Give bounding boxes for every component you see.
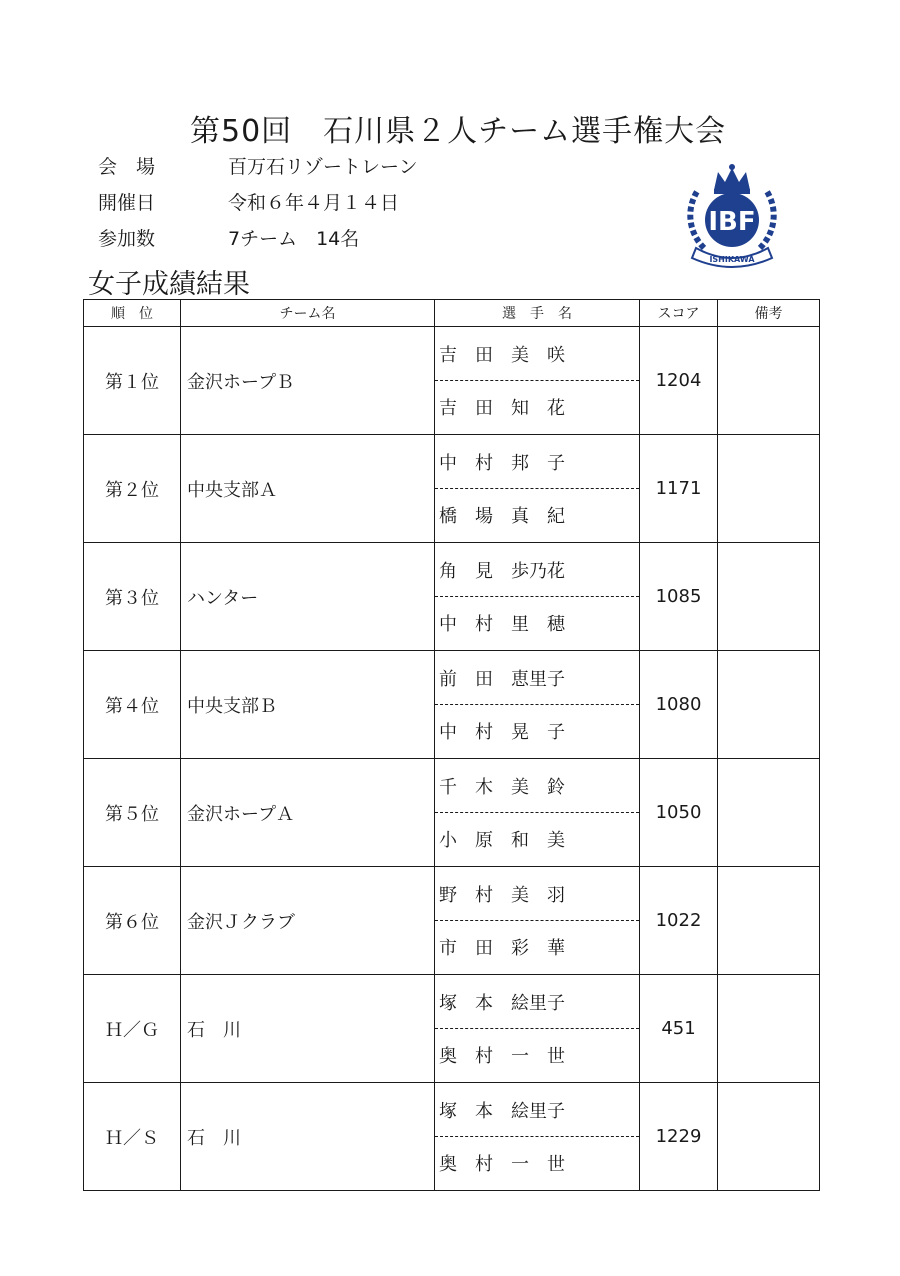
player-2: 中 村 晃 子 (439, 722, 565, 743)
table-row (84, 975, 820, 1083)
team-cell: ハンター (181, 543, 435, 651)
logo-ribbon-text: ISHIKAWA (709, 255, 755, 264)
rank-cell: 第４位 (84, 651, 181, 759)
entries-value: 7チーム 14名 (228, 228, 360, 250)
players-cell (435, 759, 640, 867)
player-2: 奥 村 一 世 (439, 1046, 565, 1067)
rank-cell: Ｈ／Ｇ (84, 975, 181, 1083)
player-2: 小 原 和 美 (439, 830, 565, 851)
rank-cell: Ｈ／Ｓ (84, 1083, 181, 1191)
ibf-logo-icon (682, 160, 782, 270)
header-players: 選 手 名 (435, 300, 640, 327)
team-cell: 石 川 (181, 1083, 435, 1191)
entries-line (98, 224, 359, 251)
team-cell: 金沢ホープＡ (181, 759, 435, 867)
team-cell: 金沢ホープＢ (181, 327, 435, 435)
note-cell (718, 759, 820, 867)
section-title: 女子成績結果 (88, 269, 250, 300)
player-2: 中 村 里 穂 (439, 614, 565, 635)
players-cell (435, 975, 640, 1083)
date-value: 令和６年４月１４日 (228, 192, 400, 214)
table-row (84, 327, 820, 435)
rank-cell: 第２位 (84, 435, 181, 543)
header-rank: 順 位 (84, 300, 181, 327)
results-table (83, 299, 820, 1191)
venue-label: 会 場 (98, 156, 156, 178)
players-cell (435, 543, 640, 651)
note-cell (718, 543, 820, 651)
players-cell (435, 327, 640, 435)
score-cell: 1204 (640, 327, 718, 435)
table-row (84, 651, 820, 759)
note-cell (718, 435, 820, 543)
note-cell (718, 867, 820, 975)
players-cell (435, 867, 640, 975)
player-2: 市 田 彩 華 (439, 938, 565, 959)
table-row (84, 867, 820, 975)
table-row (84, 759, 820, 867)
player-1: 吉 田 美 咲 (435, 328, 639, 381)
score-cell: 451 (640, 975, 718, 1083)
header-note: 備考 (718, 300, 820, 327)
note-cell (718, 975, 820, 1083)
entries-label: 参加数 (98, 228, 156, 250)
score-cell: 1080 (640, 651, 718, 759)
table-row (84, 435, 820, 543)
table-row (84, 543, 820, 651)
score-cell: 1171 (640, 435, 718, 543)
header-team: チーム名 (181, 300, 435, 327)
score-cell: 1050 (640, 759, 718, 867)
player-2: 橋 場 真 紀 (439, 506, 565, 527)
note-cell (718, 651, 820, 759)
player-1: 塚 本 絵里子 (435, 976, 639, 1029)
table-row (84, 1083, 820, 1191)
logo-text: IBF (708, 207, 756, 237)
team-cell: 金沢Ｊクラブ (181, 867, 435, 975)
rank-cell: 第１位 (84, 327, 181, 435)
date-label: 開催日 (98, 192, 156, 214)
players-cell (435, 651, 640, 759)
rank-cell: 第３位 (84, 543, 181, 651)
rank-cell: 第６位 (84, 867, 181, 975)
date-line (98, 188, 399, 215)
note-cell (718, 327, 820, 435)
player-1: 前 田 恵里子 (435, 652, 639, 705)
note-cell (718, 1083, 820, 1191)
header-score: スコア (640, 300, 718, 327)
score-cell: 1229 (640, 1083, 718, 1191)
page-title: 第50回 石川県２人チーム選手権大会 (190, 114, 727, 149)
rank-cell: 第５位 (84, 759, 181, 867)
table-header-row (84, 300, 820, 327)
team-cell: 石 川 (181, 975, 435, 1083)
player-2: 吉 田 知 花 (439, 398, 565, 419)
score-cell: 1085 (640, 543, 718, 651)
player-1: 野 村 美 羽 (435, 868, 639, 921)
players-cell (435, 435, 640, 543)
player-1: 角 見 歩乃花 (435, 544, 639, 597)
team-cell: 中央支部Ｂ (181, 651, 435, 759)
score-cell: 1022 (640, 867, 718, 975)
team-cell: 中央支部Ａ (181, 435, 435, 543)
players-cell (435, 1083, 640, 1191)
venue-value: 百万石リゾートレーン (228, 156, 418, 178)
player-1: 塚 本 絵里子 (435, 1084, 639, 1137)
player-1: 千 木 美 鈴 (435, 760, 639, 813)
player-2: 奥 村 一 世 (439, 1154, 565, 1175)
venue-line (98, 152, 418, 179)
player-1: 中 村 邦 子 (435, 436, 639, 489)
